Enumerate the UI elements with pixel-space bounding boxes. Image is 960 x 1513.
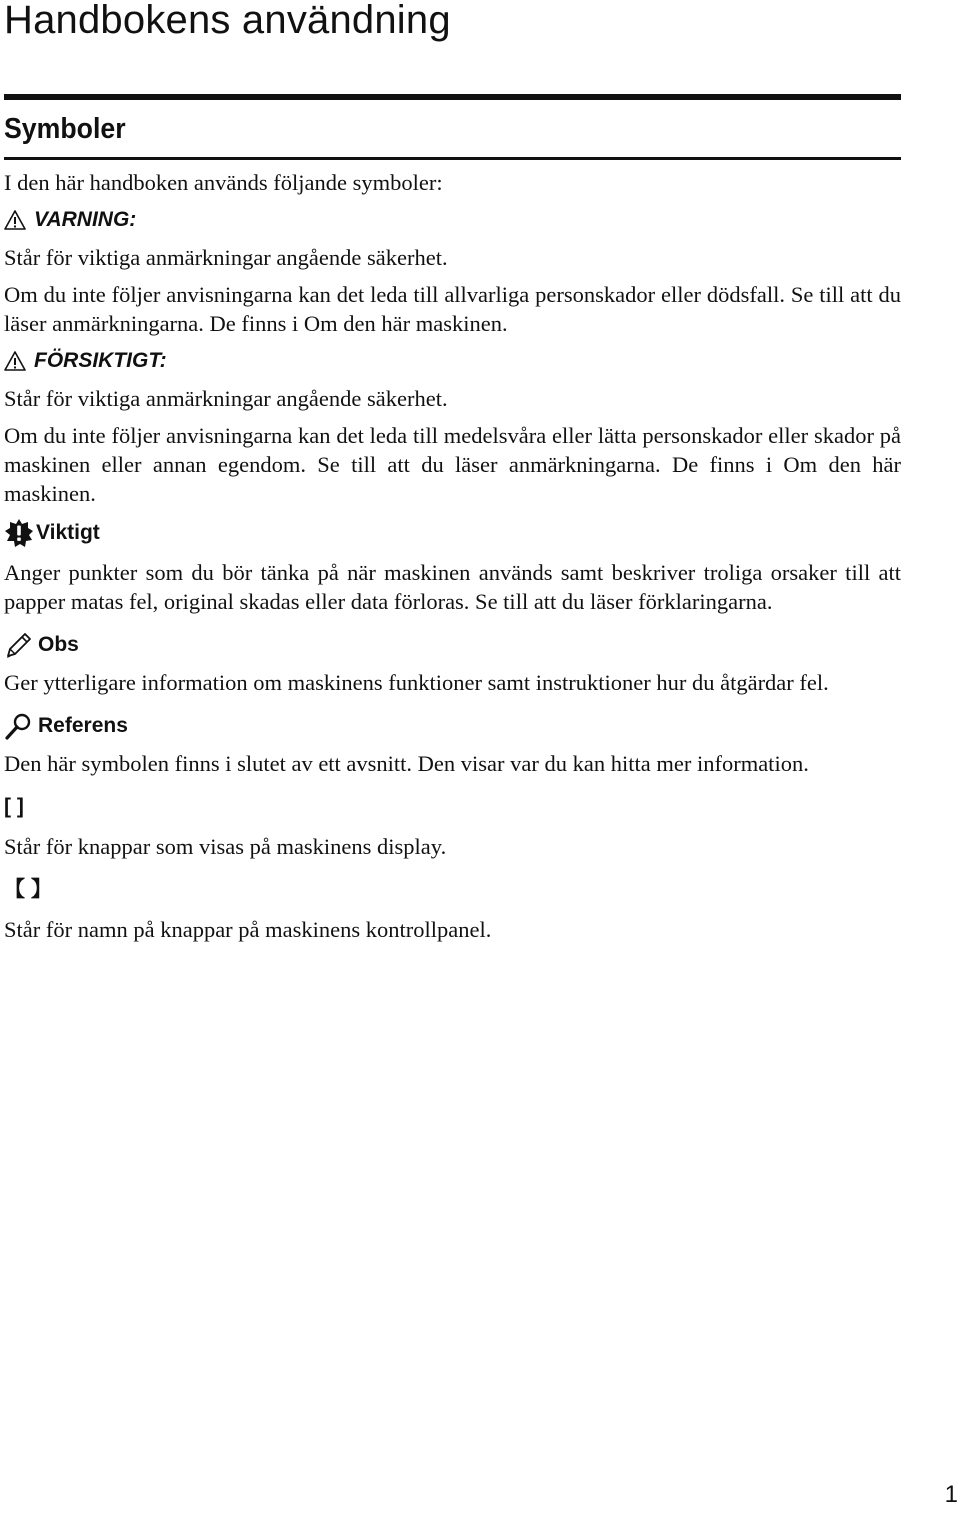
section-heading: Symboler: [4, 113, 126, 145]
varning-text-1: Står för viktiga anmärkningar angående säkerhet.: [4, 245, 448, 270]
viktigt-label: [4, 518, 901, 548]
important-exclamation-icon: [4, 518, 34, 548]
warning-triangle-icon: [4, 209, 26, 231]
section-rule: [4, 157, 901, 160]
forsiktigt-label-text: FÖRSIKTIGT:: [34, 349, 167, 372]
symbols-content: [4, 168, 901, 944]
brackets-label: [4, 792, 901, 822]
page-number: 1: [944, 1481, 958, 1508]
heavy-brackets-text: Står för namn på knappar på maskinens kontrollpanel.: [4, 917, 492, 942]
obs-label-text: Obs: [38, 633, 79, 656]
varning-text-2: Om du inte följer anvisningarna kan det leda till allvarliga personskador eller dödsfall. Se till att du läser anmärkningarna. De finns i Om den här maskinen.: [4, 282, 901, 336]
heavy-brackets-label-text: 【 】: [4, 878, 52, 901]
referens-label: [4, 711, 901, 741]
varning-label-text: VARNING:: [34, 208, 137, 231]
intro-text: I den här handboken används följande symboler:: [4, 170, 443, 195]
warning-triangle-icon: [4, 350, 26, 372]
obs-label: [4, 630, 901, 660]
referens-text: Den här symbolen finns i slutet av ett avsnitt. Den visar var du kan hitta mer information.: [4, 751, 809, 776]
forsiktigt-label: [4, 346, 901, 376]
magnifier-icon: [4, 711, 34, 741]
forsiktigt-text-1: Står för viktiga anmärkningar angående säkerhet.: [4, 386, 448, 411]
brackets-label-text: [ ]: [4, 795, 24, 818]
pencil-note-icon: [4, 630, 34, 660]
heavy-brackets-label: [4, 875, 901, 905]
obs-text: Ger ytterligare information om maskinens funktioner samt instruktioner hur du åtgärdar fel.: [4, 670, 829, 695]
referens-label-text: Referens: [38, 714, 128, 737]
title-rule: [4, 94, 901, 100]
varning-label: [4, 205, 901, 235]
viktigt-label-text: Viktigt: [36, 521, 100, 544]
forsiktigt-text-2: Om du inte följer anvisningarna kan det leda till medelsvåra eller lätta personskador eller skador på maskinen eller annan egendom. Se till att du läser anmärkningarna. De finns i Om den här maskinen.: [4, 423, 901, 506]
brackets-text: Står för knappar som visas på maskinens display.: [4, 834, 447, 859]
viktigt-text: Anger punkter som du bör tänka på när maskinen används samt beskriver troliga orsaker till att papper matas fel, original skadas eller data förloras. Se till att du läser förklaringarna.: [4, 560, 901, 614]
page-title: Handbokens användning: [4, 0, 451, 42]
